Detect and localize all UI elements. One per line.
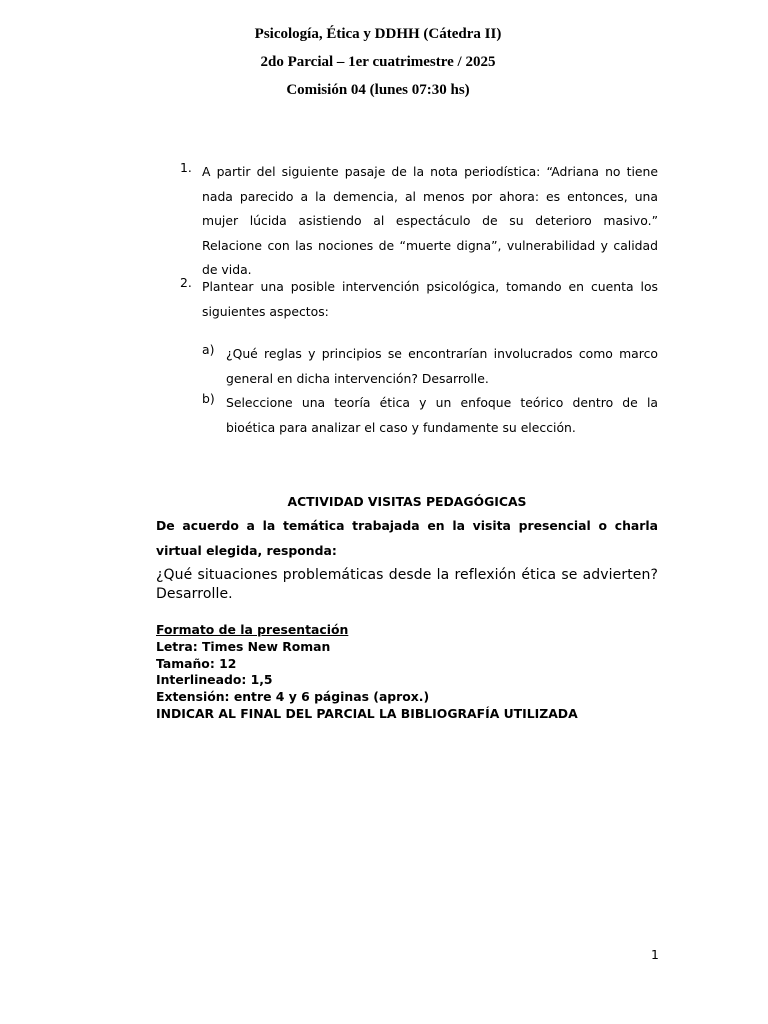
subitem-a-label: a) xyxy=(202,342,215,357)
question-1-number: 1. xyxy=(180,160,192,175)
format-title: Formato de la presentación xyxy=(156,622,349,637)
question-2-text: Plantear una posible intervención psicológica, tomando en cuenta los siguientes aspectos: xyxy=(202,279,658,319)
header-course-title: Psicología, Ética y DDHH (Cátedra II) xyxy=(254,26,502,42)
activity-question: ¿Qué situaciones problemáticas desde la reflexión ética se advierten? Desarrolle. xyxy=(156,567,658,602)
subitem-b-text: Seleccione una teoría ética y un enfoque teórico dentro de la bioética para analizar el caso y fundamente su elección. xyxy=(226,395,658,435)
format-section xyxy=(156,622,658,723)
question-2-number: 2. xyxy=(180,275,192,290)
question-2 xyxy=(180,275,658,324)
question-2-subitem-a xyxy=(202,342,658,391)
format-bibliography: INDICAR AL FINAL DEL PARCIAL LA BIBLIOGRAFÍA UTILIZADA xyxy=(156,705,578,721)
question-2-subitem-b xyxy=(202,391,658,440)
format-length: Extensión: entre 4 y 6 páginas (aprox.) xyxy=(156,689,430,705)
page-number: 1 xyxy=(651,947,659,962)
header-commission: Comisión 04 (lunes 07:30 hs) xyxy=(286,82,470,98)
subitem-a-text: ¿Qué reglas y principios se encontrarían involucrados como marco general en dicha intervención? Desarrolle. xyxy=(226,346,658,386)
activity-intro: De acuerdo a la temática trabajada en la visita presencial o charla virtual elegida, responda: xyxy=(156,518,658,558)
format-font: Letra: Times New Roman xyxy=(156,638,331,654)
header-exam-title: 2do Parcial – 1er cuatrimestre / 2025 xyxy=(260,54,496,70)
subitem-b-label: b) xyxy=(202,391,215,406)
format-spacing: Interlineado: 1,5 xyxy=(156,672,273,688)
format-size: Tamaño: 12 xyxy=(156,655,237,671)
activity-title: ACTIVIDAD VISITAS PEDAGÓGICAS xyxy=(287,494,527,509)
question-1 xyxy=(180,160,658,283)
question-1-text: A partir del siguiente pasaje de la nota periodística: “Adriana no tiene nada parecido a la demencia, al menos por ahora: es entonces, una mujer lúcida asistiendo al espectáculo de su deterioro masivo.” Relacione con las nociones de “muerte digna”, vulnerabilidad y calidad de vida. xyxy=(202,164,658,277)
